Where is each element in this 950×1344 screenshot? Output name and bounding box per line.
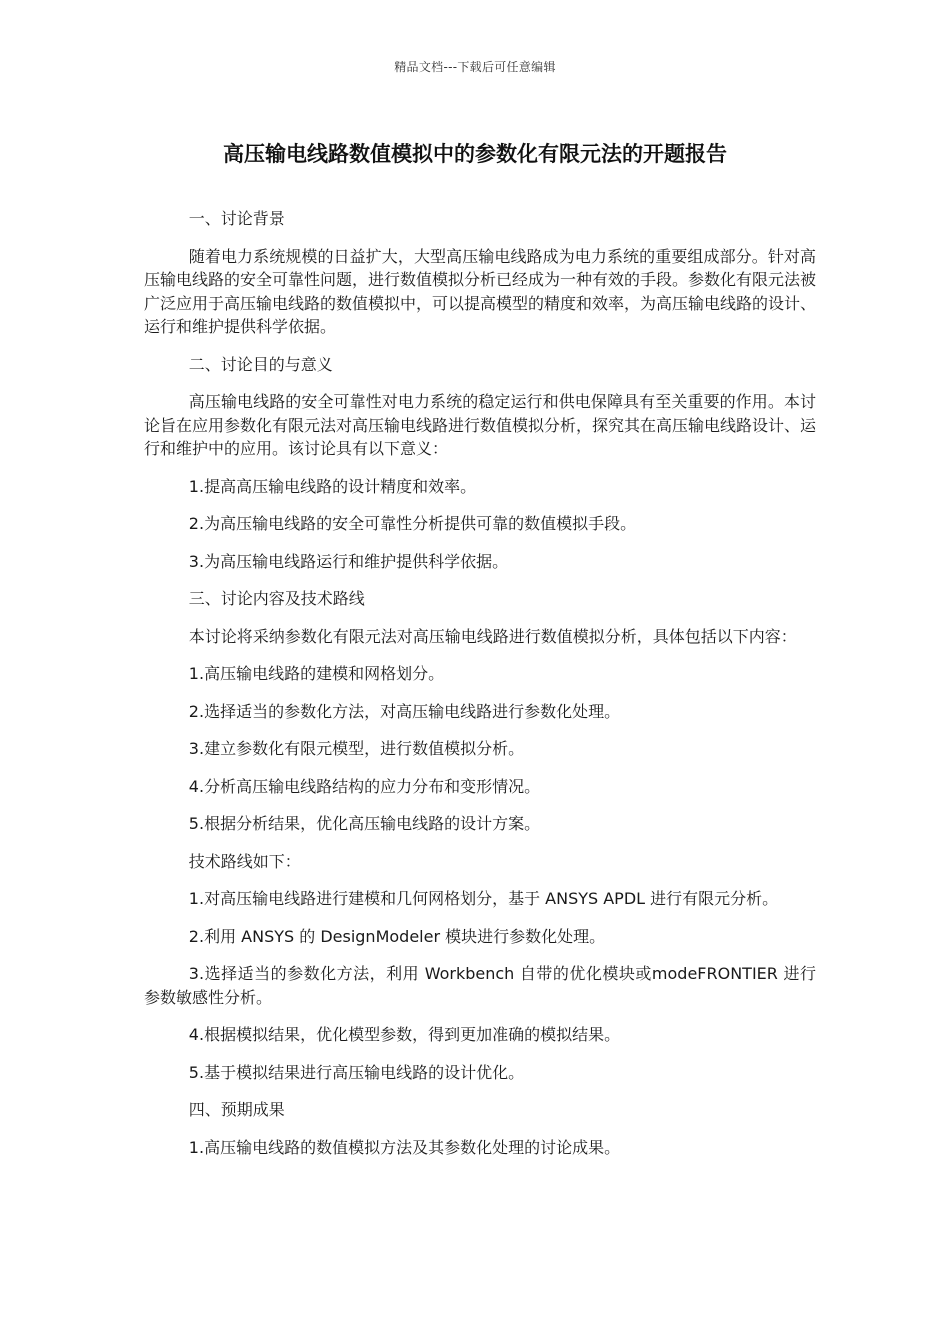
paragraph-content: 本讨论将采纳参数化有限元法对高压输电线路进行数值模拟分析，具体包括以下内容： [188, 626, 797, 646]
section-heading-outcomes: 四、预期成果 [188, 1100, 285, 1119]
section-heading-purpose: 二、讨论目的与意义 [188, 354, 333, 374]
list-item: 4.分析高压输电线路结构的应力分布和变形情况。 [188, 776, 541, 796]
list-item: 5.基于模拟结果进行高压输电线路的设计优化。 [188, 1062, 525, 1082]
document-body [144, 207, 816, 1173]
technical-route-label: 技术路线如下： [188, 851, 301, 871]
list-item: 5.根据分析结果，优化高压输电线路的设计方案。 [188, 814, 541, 833]
list-item: 3.选择适当的参数化方法，利用 Workbench 自带的优化模块或modeFRONTIER 进行参数敏感性分析。 [144, 964, 816, 1007]
list-item: 4.根据模拟结果，优化模型参数，得到更加准确的模拟结果。 [188, 1025, 621, 1044]
list-item: 3.为高压输电线路运行和维护提供科学依据。 [188, 551, 509, 571]
list-item: 1.提高高压输电线路的设计精度和效率。 [188, 476, 477, 496]
document-title: 高压输电线路数值模拟中的参数化有限元法的开题报告 [223, 142, 727, 166]
header-note: 精品文档---下载后可任意编辑 [394, 60, 556, 74]
section-heading-background: 一、讨论背景 [188, 209, 285, 228]
list-item: 2.选择适当的参数化方法，对高压输电线路进行参数化处理。 [188, 701, 621, 721]
paragraph-background: 随着电力系统规模的日益扩大，大型高压输电线路成为电力系统的重要组成部分。针对高压输电线路的安全可靠性问题，进行数值模拟分析已经成为一种有效的手段。参数化有限元法被广泛应用于高压输电线路的数值模拟中，可以提高模型的精度和效率，为高压输电线路的设计、运行和维护提供科学依据。 [144, 246, 817, 336]
section-heading-content: 三、讨论内容及技术路线 [188, 589, 365, 608]
list-item: 2.利用 ANSYS 的 DesignModeler 模块进行参数化处理。 [188, 926, 606, 946]
paragraph-purpose: 高压输电线路的安全可靠性对电力系统的稳定运行和供电保障具有至关重要的作用。本讨论旨在应用参数化有限元法对高压输电线路进行数值模拟分析，探究其在高压输电线路设计、运行和维护中的应用。该讨论具有以下意义： [144, 392, 817, 458]
list-item: 1.对高压输电线路进行建模和几何网格划分，基于 ANSYS APDL 进行有限元分析。 [188, 889, 779, 908]
list-item: 1.高压输电线路的建模和网格划分。 [188, 664, 445, 683]
list-item: 2.为高压输电线路的安全可靠性分析提供可靠的数值模拟手段。 [188, 514, 637, 533]
list-item: 3.建立参数化有限元模型，进行数值模拟分析。 [188, 739, 525, 758]
list-item: 1.高压输电线路的数值模拟方法及其参数化处理的讨论成果。 [188, 1137, 621, 1157]
